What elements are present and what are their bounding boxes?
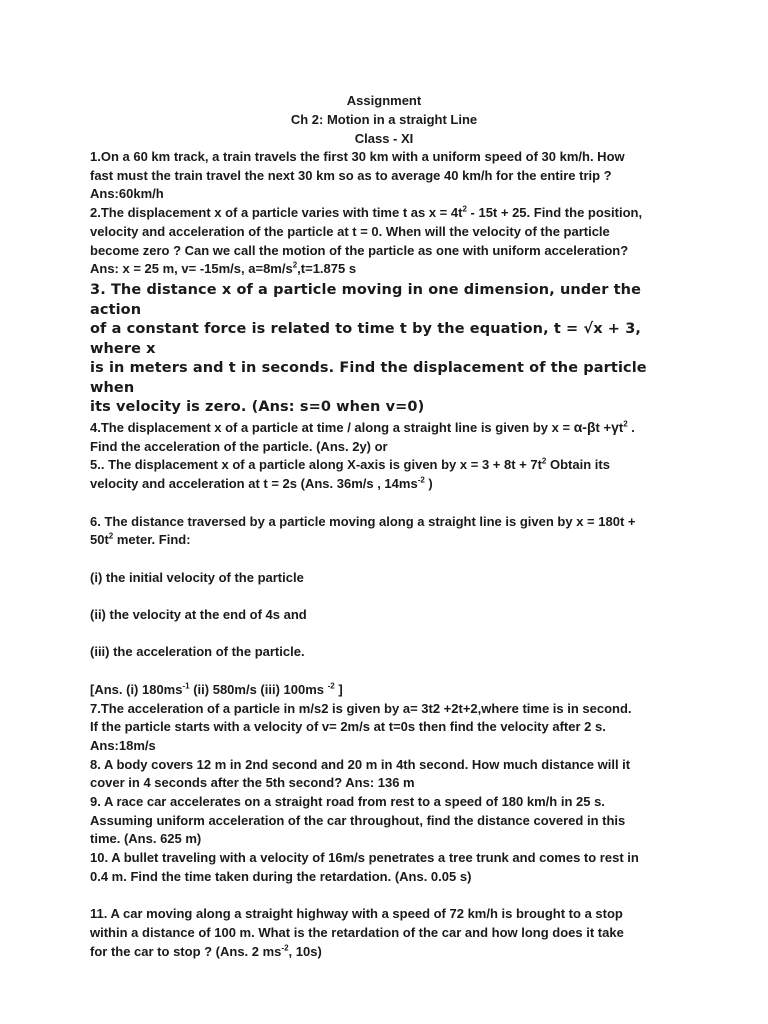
question-line: 9. A race car accelerates on a straight road from rest to a speed of 180 km/h in 25 s. — [90, 794, 605, 810]
question-7 — [90, 700, 688, 756]
superscript: -1 — [182, 681, 190, 691]
text-run: [Ans. (i) 180ms — [90, 681, 183, 697]
question-line: is in meters and t in seconds. Find the displacement of the particle when — [90, 360, 647, 396]
text-run: - 15t + 25. Find the position, — [466, 205, 643, 221]
text-run: t + — [595, 420, 612, 436]
spacer — [90, 550, 688, 569]
question-line: 8. A body covers 12 m in 2nd second and 20 m in 4th second. How much distance will it — [90, 756, 631, 772]
question-line: cover in 4 seconds after the 5th second? Ans: 136 m — [90, 775, 415, 791]
question-line: 3. The distance x of a particle moving in one dimension, under the action — [90, 281, 642, 318]
answer-line: Ans:18m/s — [90, 737, 156, 753]
question-4 — [90, 418, 688, 456]
superscript: -2 — [281, 943, 289, 953]
text-run: t — [618, 420, 624, 436]
text-run: ,t=1.875 s — [297, 261, 357, 277]
superscript: 2 — [462, 204, 467, 214]
question-10 — [90, 849, 688, 886]
question-line: fast must the train travel the next 30 km so as to average 40 km/h for the entire trip ? — [90, 167, 612, 183]
question-line: velocity and acceleration of the particle at t = 0. When will the velocity of the particle — [90, 223, 610, 239]
question-line: If the particle starts with a velocity of v= 2m/s at t=0s then find the velocity after 2 s. — [90, 719, 606, 735]
question-line — [90, 943, 688, 962]
spacer — [90, 587, 688, 606]
question-line — [90, 456, 688, 475]
question-line: become zero ? Can we call the motion of the particle as one with uniform acceleration? — [90, 242, 629, 258]
text-run: α-β — [573, 419, 596, 436]
question-line: 1.On a 60 km track, a train travels the first 30 km with a uniform speed of 30 km/h. How — [90, 149, 625, 164]
text-run: for the car to stop ? (Ans. 2 ms — [90, 943, 282, 959]
question-line: 11. A car moving along a straight highway with a speed of 72 km/h is brought to a stop — [90, 906, 623, 922]
question-line: 6. The distance traversed by a particle moving along a straight line is given by x = 180t + — [90, 513, 636, 529]
superscript: -2 — [327, 681, 335, 691]
question-line: within a distance of 100 m. What is the retardation of the car and how long does it take — [90, 924, 624, 940]
superscript: -2 — [417, 475, 425, 485]
question-3 — [90, 281, 688, 418]
question-9 — [90, 793, 688, 849]
spacer — [90, 625, 688, 644]
answer-line — [90, 681, 688, 700]
sub-question: (iii) the acceleration of the particle. — [90, 644, 305, 660]
text-run: ) — [424, 476, 433, 492]
superscript: 2 — [292, 260, 298, 270]
question-line — [90, 204, 688, 223]
questions-list — [0, 148, 768, 961]
question-line: 10. A bullet traveling with a velocity of 16m/s penetrates a tree trunk and comes to rest in — [90, 850, 639, 866]
text-run: meter. Find: — [113, 532, 191, 548]
text-run: 4.The displacement x of a particle at time / along a straight line is given by x = — [90, 420, 574, 436]
sub-question: (i) the initial velocity of the particle — [90, 569, 304, 585]
text-run: ] — [334, 681, 343, 697]
text-run: 2.The displacement x of a particle varies with time t as x = 4t — [90, 205, 463, 221]
answer-line: Ans:60km/h — [90, 186, 164, 202]
text-run: Ans: x = 25 m, v= -15m/s, a=8m/s — [90, 261, 293, 277]
question-line — [90, 531, 688, 550]
text-run: (ii) 580m/s (iii) 100ms — [189, 681, 328, 697]
answer-line — [90, 260, 688, 279]
spacer — [90, 662, 688, 681]
question-line: its velocity is zero. (Ans: s=0 when v=0) — [90, 399, 425, 416]
question-line — [90, 418, 688, 438]
question-5 — [90, 456, 688, 493]
sub-question: (ii) the velocity at the end of 4s and — [90, 607, 307, 623]
spacer — [90, 494, 688, 513]
question-line: of a constant force is related to time t by the equation, t = √x + 3, where x — [90, 321, 641, 357]
question-1 — [90, 148, 688, 204]
text-run: Obtain its — [546, 457, 610, 473]
superscript: 2 — [541, 457, 547, 467]
spacer — [90, 887, 688, 906]
question-line: 7.The acceleration of a particle in m/s2 is given by a= 3t2 +2t+2,where time is in second. — [90, 700, 632, 716]
question-line: Find the acceleration of the particle. (Ans. 2y) or — [90, 438, 388, 454]
superscript: 2 — [108, 531, 114, 541]
chapter-title: Ch 2: Motion in a straight Line — [290, 112, 478, 127]
question-6 — [90, 513, 688, 700]
question-line — [90, 475, 688, 494]
question-line: 0.4 m. Find the time taken during the retardation. (Ans. 0.05 s) — [90, 868, 472, 884]
question-2 — [90, 204, 688, 279]
question-11 — [90, 905, 688, 961]
question-line: time. (Ans. 625 m) — [90, 831, 202, 847]
text-run: γ — [611, 419, 619, 436]
document-title: Assignment — [346, 93, 422, 108]
text-run: 5.. The displacement x of a particle along X-axis is given by x = 3 + 8t + 7t — [90, 457, 542, 473]
text-run: velocity and acceleration at t = 2s (Ans. 36m/s , 14ms — [90, 476, 418, 492]
text-run: , 10s) — [288, 943, 322, 959]
question-line: Assuming uniform acceleration of the car throughout, find the distance covered in this — [90, 812, 626, 828]
class-label: Class - XI — [354, 131, 414, 146]
text-run: 50t — [90, 532, 109, 548]
superscript: 2 — [623, 419, 628, 429]
question-8 — [90, 756, 688, 793]
text-run: . — [627, 420, 635, 436]
